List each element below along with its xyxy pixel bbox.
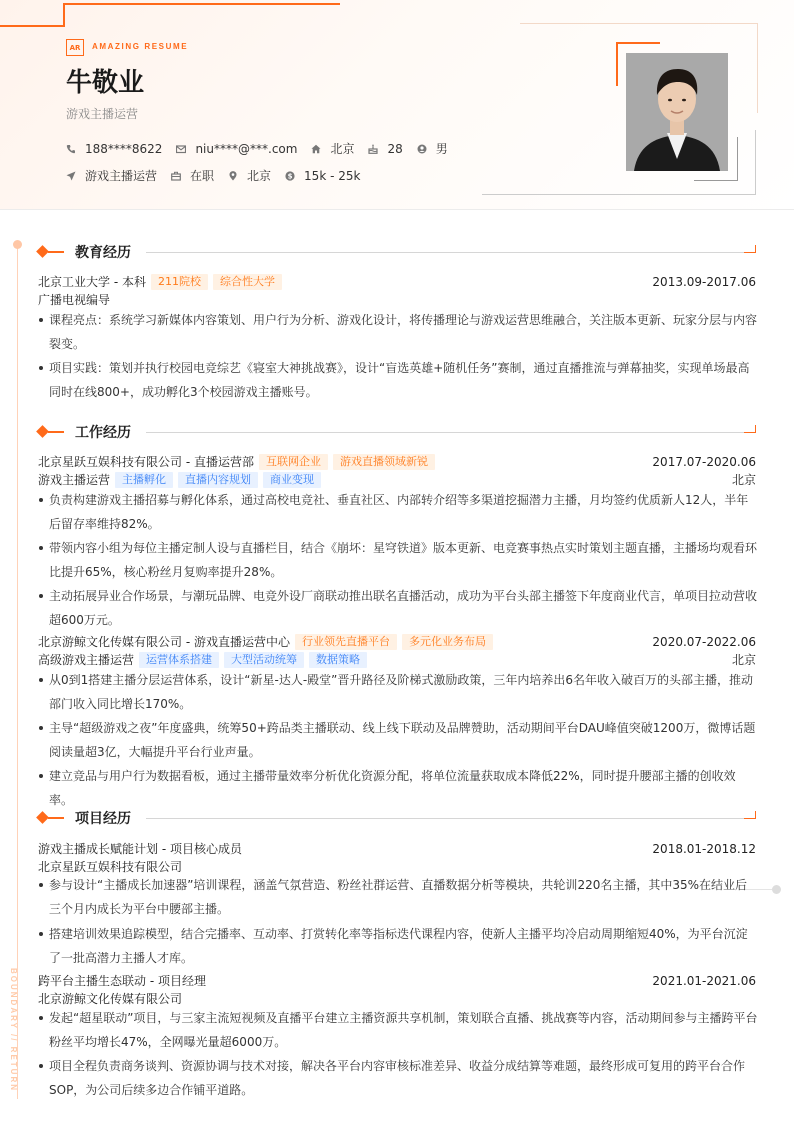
decor-line xyxy=(0,25,65,27)
brand-logo: AR xyxy=(66,39,84,56)
section-diamond-icon xyxy=(36,811,49,824)
project-bullet: 发起“超星联动”项目，与三家主流短视频及直播平台建立主播资源共享机制，策划联合直播、挑战赛等内容，活动期间参与主播跨平台粉丝平均增长47%，全网曝光量超6000万。 xyxy=(38,1006,758,1054)
role-tag: 大型活动统筹 xyxy=(224,652,304,668)
role-tag: 直播内容规划 xyxy=(178,472,258,488)
money-icon xyxy=(285,171,295,181)
section-rule xyxy=(146,432,756,433)
project-date: 2018.01-2018.12 xyxy=(652,841,756,856)
role-tag: 运营体系搭建 xyxy=(139,652,219,668)
project-bullet: 参与设计“主播成长加速器”培训课程，涵盖气氛营造、粉丝社群运营、直播数据分析等模块，共轮训220名主播，其中35%在结业后三个月内成长为平台中腰部主播。 xyxy=(38,873,758,921)
section-corner xyxy=(744,811,756,819)
project-entry-header xyxy=(38,840,756,857)
gender-text: 男 xyxy=(435,142,448,156)
section-title: 项目经历 xyxy=(75,811,131,827)
education-date: 2013.09-2017.06 xyxy=(652,274,756,289)
target-job-text: 游戏主播运营 xyxy=(85,169,158,183)
photo-frame-corner xyxy=(737,137,738,181)
job-info-row xyxy=(66,167,374,184)
company-tag: 游戏直播领域新锐 xyxy=(333,454,435,470)
work-entry-header xyxy=(38,633,756,650)
side-caption: BOUNDARY // RETURN xyxy=(9,968,18,1093)
profile-photo xyxy=(626,53,728,171)
section-title: 工作经历 xyxy=(75,425,131,441)
section-dash xyxy=(48,251,64,253)
project-bullet: 项目全程负责商务谈判、资源协调与技术对接，解决各平台内容审核标准差异、收益分成结算等难题，最终形成可复用的跨平台合作SOP，为公司后续多边合作铺平道路。 xyxy=(38,1054,758,1102)
status-text: 在职 xyxy=(190,169,215,183)
project-entry-header xyxy=(38,972,756,989)
section-rule xyxy=(146,252,756,253)
section-corner xyxy=(744,245,756,253)
salary-info xyxy=(285,169,360,183)
role-name: 高级游戏主播运营 xyxy=(38,653,135,667)
education-entry-header xyxy=(38,273,756,290)
education-section-header xyxy=(38,242,756,262)
company-tag: 互联网企业 xyxy=(259,454,328,470)
decor-line xyxy=(482,194,756,195)
role-name: 游戏主播运营 xyxy=(38,473,111,487)
briefcase-icon xyxy=(171,171,181,181)
contact-info-row xyxy=(66,140,462,157)
mail-icon xyxy=(176,144,186,154)
age-info xyxy=(368,142,402,156)
phone-info xyxy=(66,142,162,156)
status-info xyxy=(171,167,214,184)
project-org-row xyxy=(38,990,756,1007)
project-section-header xyxy=(38,808,756,828)
section-diamond-icon xyxy=(36,245,49,258)
work-entry-header xyxy=(38,453,756,470)
timeline-dot xyxy=(13,240,22,249)
photo-frame-corner xyxy=(616,42,660,44)
decor-line xyxy=(63,3,65,27)
project-name: 游戏主播成长赋能计划 - 项目核心成员 xyxy=(38,842,242,856)
decor-line xyxy=(64,3,340,5)
work-section-header xyxy=(38,422,756,442)
work-bullet: 带领内容小组为每位主播定制人设与直播栏目，结合《崩坏：星穹铁道》版本更新、电竞赛事热点实时策划主题直播，主播场均观看环比提升65%，核心粉丝月复购率提升28%。 xyxy=(38,536,758,584)
school-name: 北京工业大学 - 本科 xyxy=(38,275,146,289)
location-info xyxy=(228,167,271,184)
send-icon xyxy=(66,171,76,181)
location-text: 北京 xyxy=(247,169,272,183)
decor-line xyxy=(757,23,758,113)
project-name: 跨平台主播生态联动 - 项目经理 xyxy=(38,974,206,988)
work-bullet: 建立竞品与用户行为数据看板，通过主播带量效率分析优化资源分配，将单位流量获取成本降低22%，同时提升腰部主播的创收效率。 xyxy=(38,764,758,812)
home-icon xyxy=(311,144,321,154)
candidate-name: 牛敬业 xyxy=(66,68,145,98)
section-dash xyxy=(48,431,64,433)
role-tag: 主播孵化 xyxy=(115,472,173,488)
decor-line xyxy=(520,23,758,24)
section-corner xyxy=(744,425,756,433)
section-rule xyxy=(146,818,756,819)
home-text: 北京 xyxy=(330,142,355,156)
phone-text: 188****8622 xyxy=(85,141,163,156)
photo-frame-corner xyxy=(616,42,618,86)
role-tag: 商业变现 xyxy=(263,472,321,488)
school-tag: 211院校 xyxy=(151,274,208,290)
work-city: 北京 xyxy=(731,653,756,667)
role-tag: 数据策略 xyxy=(309,652,367,668)
gender-info xyxy=(417,140,448,157)
work-bullet: 主导“超级游戏之夜”年度盛典，统筹50+跨品类主播联动、线上线下联动及品牌赞助，活动期间平台DAU峰值突破1200万，微博话题阅读量超3亿，大幅提升平台行业声量。 xyxy=(38,716,758,764)
project-date: 2021.01-2021.06 xyxy=(652,973,756,988)
profile-photo-illustration xyxy=(626,53,728,171)
education-major-row xyxy=(38,291,756,308)
major-name: 广播电视编导 xyxy=(38,293,111,307)
resume-header xyxy=(0,0,794,210)
svg-text:$: $ xyxy=(287,172,293,181)
school-tag: 综合性大学 xyxy=(213,274,282,290)
project-org: 北京星跃互娱科技有限公司 xyxy=(38,860,183,874)
salary-text: 15k - 25k xyxy=(304,168,361,183)
section-diamond-icon xyxy=(36,425,49,438)
project-org: 北京游鲸文化传媒有限公司 xyxy=(38,992,183,1006)
decor-line xyxy=(755,130,756,195)
work-role-row xyxy=(38,651,756,668)
section-title: 教育经历 xyxy=(75,245,131,261)
work-bullet: 从0到1搭建主播分层运营体系，设计“新星-达人-殿堂”晋升路径及阶梯式激励政策，三年内培养出6名年收入破百万的头部主播，推动部门收入同比增长170%。 xyxy=(38,668,758,716)
decor-dot xyxy=(772,885,781,894)
work-bullet: 负责构建游戏主播招募与孵化体系，通过高校电竞社、垂直社区、内部转介绍等多渠道挖掘潜力主播，月均签约优质新人12人，半年后留存率维持82%。 xyxy=(38,488,758,536)
education-bullet: 项目实践：策划并执行校园电竞综艺《寝室大神挑战赛》，设计“盲选英雄+随机任务”赛制，通过直播推流与弹幕抽奖，实现单场最高同时在线800+，成功孵化3个校园游戏主播账号。 xyxy=(38,356,758,404)
work-bullet: 主动拓展异业合作场景，与潮玩品牌、电竞外设厂商联动推出联名直播活动，成功为平台头部主播签下年度商业代言，单项目拉动营收超600万元。 xyxy=(38,584,758,632)
brand-name: AMAZING RESUME xyxy=(92,42,189,51)
home-info xyxy=(311,140,354,157)
education-bullet: 课程亮点：系统学习新媒体内容策划、用户行为分析、游戏化设计，将传播理论与游戏运营思维融合，关注版本更新、玩家分层与内容裂变。 xyxy=(38,308,758,356)
work-date: 2017.07-2020.06 xyxy=(652,454,756,469)
work-city: 北京 xyxy=(731,473,756,487)
company-tag: 行业领先直播平台 xyxy=(295,634,397,650)
section-dash xyxy=(48,817,64,819)
age-text: 28 xyxy=(387,141,403,156)
photo-frame-corner xyxy=(694,180,738,181)
candidate-job-title: 游戏主播运营 xyxy=(66,107,139,121)
gender-icon xyxy=(417,144,427,154)
location-icon xyxy=(228,171,238,181)
email-text: niu****@***.com xyxy=(195,141,298,156)
phone-icon xyxy=(66,144,76,154)
project-bullet: 搭建培训效果追踪模型，结合完播率、互动率、打赏转化率等指标迭代课程内容，使新人主播平均冷启动周期缩短40%，为平台沉淀了一批高潜力主播人才库。 xyxy=(38,922,758,970)
company-name: 北京星跃互娱科技有限公司 - 直播运营部 xyxy=(38,455,254,469)
company-tag: 多元化业务布局 xyxy=(402,634,493,650)
cake-icon xyxy=(368,144,378,154)
work-date: 2020.07-2022.06 xyxy=(652,634,756,649)
email-info xyxy=(176,142,297,156)
work-role-row xyxy=(38,471,756,488)
target-job-info xyxy=(66,167,157,184)
company-name: 北京游鲸文化传媒有限公司 - 游戏直播运营中心 xyxy=(38,635,290,649)
